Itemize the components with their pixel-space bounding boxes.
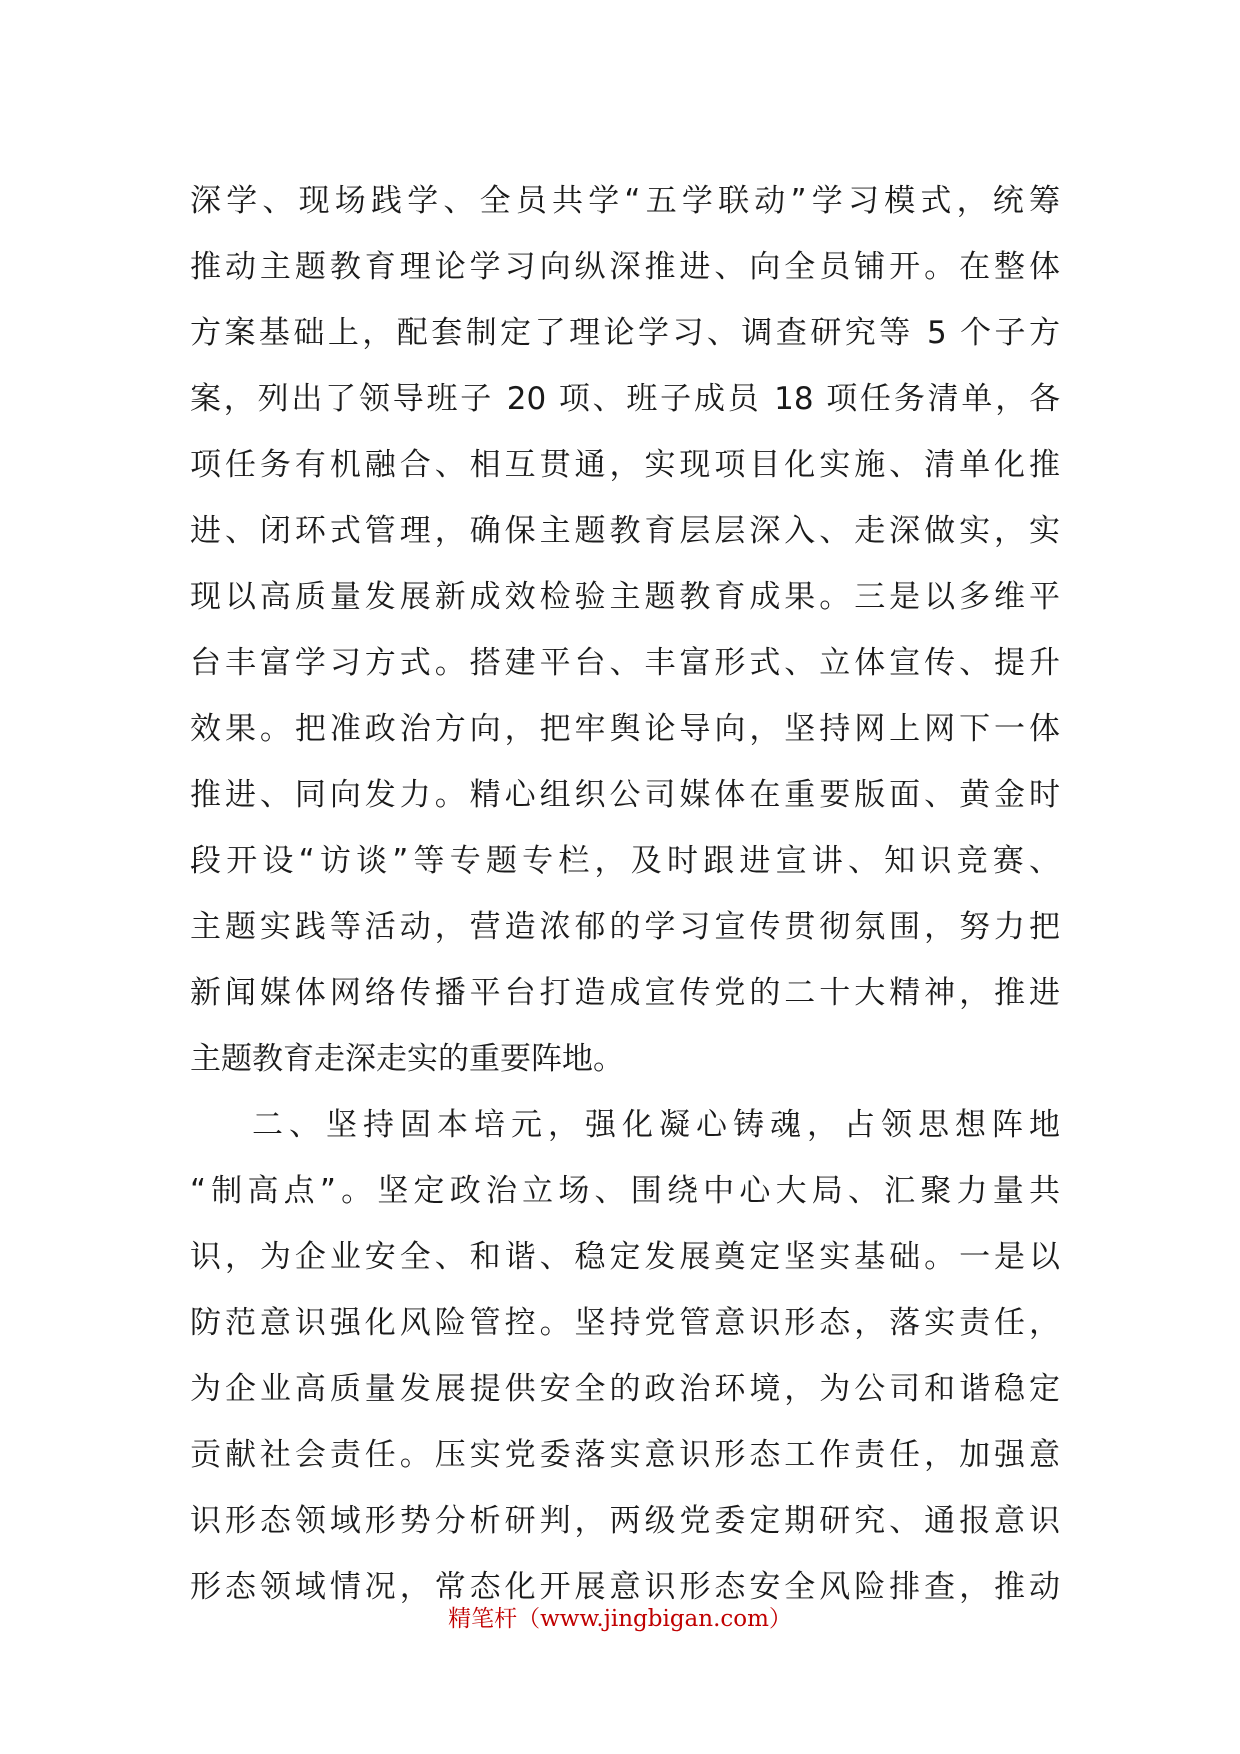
text-line: 段开设“访谈”等专题专栏，及时跟进宣讲、知识竞赛、 [190,843,1060,879]
text-line: 新闻媒体网络传播平台打造成宣传党的二十大精神，推进 [190,975,1060,1011]
document-body [190,168,1060,1620]
text-line: 台丰富学习方式。搭建平台、丰富形式、立体宣传、提升 [190,645,1060,681]
text-line: 现以高质量发展新成效检验主题教育成果。三是以多维平 [190,579,1060,615]
text-line: 推动主题教育理论学习向纵深推进、向全员铺开。在整体 [190,249,1060,285]
text-line: 为企业高质量发展提供安全的政治环境，为公司和谐稳定 [190,1371,1060,1407]
text-line: 进、闭环式管理，确保主题教育层层深入、走深做实，实 [190,513,1060,549]
text-line: 识形态领域形势分析研判，两级党委定期研究、通报意识 [190,1503,1060,1539]
paragraph-1 [190,168,1060,1092]
text-line: 主题教育走深走实的重要阵地。 [190,1041,624,1077]
footer-watermark: 精笔杆（www.jingbigan.com） [448,1606,792,1632]
text-line: 形态领域情况，常态化开展意识形态安全风险排查，推动 [190,1569,1060,1605]
section-heading-line: 二、坚持固本培元，强化凝心铸魂，占领思想阵地 [252,1107,1060,1143]
text-line: 案，列出了领导班子 20 项、班子成员 18 项任务清单，各 [190,381,1060,417]
text-line: 主题实践等活动，营造浓郁的学习宣传贯彻氛围，努力把 [190,909,1060,945]
text-line: 方案基础上，配套制定了理论学习、调查研究等 5 个子方 [190,315,1060,351]
text-line: 效果。把准政治方向，把牢舆论导向，坚持网上网下一体 [190,711,1060,747]
text-line: 防范意识强化风险管控。坚持党管意识形态，落实责任， [190,1305,1060,1341]
text-line: 贡献社会责任。压实党委落实意识形态工作责任，加强意 [190,1437,1060,1473]
paragraph-2 [190,1092,1060,1620]
text-line: 项任务有机融合、相互贯通，实现项目化实施、清单化推 [190,447,1060,483]
text-line: 深学、现场践学、全员共学“五学联动”学习模式，统筹 [190,183,1060,219]
text-line: “制高点”。坚定政治立场、围绕中心大局、汇聚力量共 [190,1173,1060,1209]
text-line: 推进、同向发力。精心组织公司媒体在重要版面、黄金时 [190,777,1060,813]
text-line: 识，为企业安全、和谐、稳定发展奠定坚实基础。一是以 [190,1239,1060,1275]
